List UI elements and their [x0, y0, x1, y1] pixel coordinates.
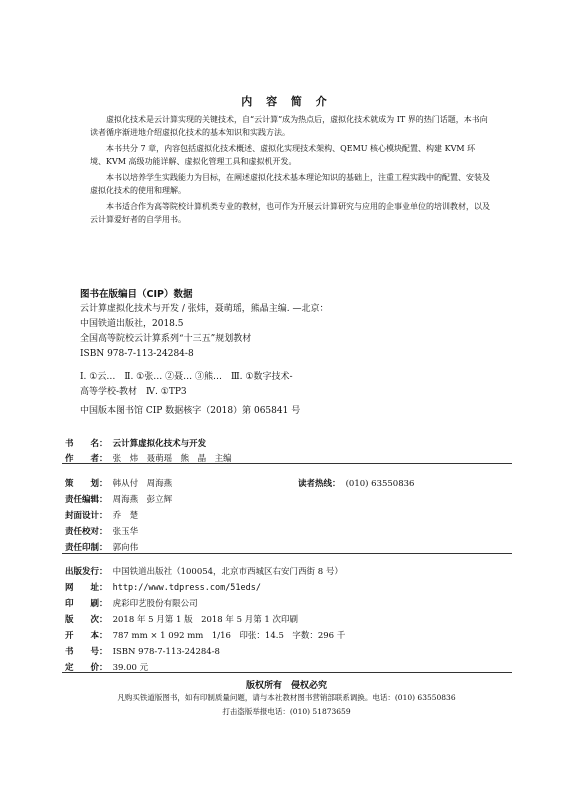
summary-paragraph: 本书共分 7 章，内容包括虚拟化技术概述、虚拟化实现技术架构、QEMU 核心模块配置、构建 KVM 环境、KVM 高级功能详解、虚拟化管理工具和虚拟机开发。	[90, 144, 476, 166]
edition-value: 2018 年 5 月第 1 版 2018 年 5 月第 1 次印刷	[112, 615, 299, 625]
hotline-label: 读者热线：	[298, 479, 341, 489]
cip-line: 中国铁道出版社，2018.5	[80, 319, 184, 329]
cip-block	[80, 302, 328, 400]
cip-record: 中国版本图书馆 CIP 数据核字（2018）第 065841 号	[80, 406, 301, 416]
piracy-hotline: 打击盗版举报电话：(010) 51873659	[222, 707, 351, 716]
format-value: 787 mm × 1 092 mm 1/16 印张：14.5 字数：296 千	[112, 631, 346, 641]
divider	[62, 553, 512, 554]
price-label: 定 价：	[65, 663, 108, 673]
price-value: 39.00 元	[112, 663, 149, 673]
summary-paragraph: 本书适合作为高等院校计算机类专业的教材，也可作为开展云计算研究与应用的企事业单位的培训教材，以及云计算爱好者的自学用书。	[90, 202, 490, 224]
cip-line: ISBN 978-7-113-24284-8	[80, 349, 194, 359]
cip-line: Ⅰ. ①云… Ⅱ. ①张… ②聂… ③熊… Ⅲ. ①数字技术-	[80, 372, 293, 382]
format-label: 开 本：	[65, 631, 108, 641]
cover-value: 乔 楚	[112, 511, 139, 521]
hotline-value: (010) 63550836	[345, 479, 415, 489]
cip-heading: 图书在版编目（CIP）数据	[80, 289, 193, 300]
cover-label: 封面设计：	[65, 511, 108, 521]
divider	[62, 672, 512, 673]
planning-value: 韩从付 周海燕	[112, 479, 173, 489]
summary-paragraph: 虚拟化技术是云计算实现的关键技术，自“云计算”成为热点后，虚拟化技术就成为 IT 界的热门话题，本书向读者循序渐进地介绍虚拟化技术的基本知识和实践方法。	[90, 115, 488, 137]
planning-label: 策 划：	[65, 479, 108, 489]
publisher-label: 出版发行：	[65, 567, 108, 577]
editor-value: 周海燕 彭立辉	[112, 495, 173, 505]
book-author: 张 炜 聂萌瑶 熊 晶 主编	[112, 454, 232, 464]
edition-label: 版 次：	[65, 615, 108, 625]
publisher-value: 中国铁道出版社（100054，北京市西城区右安门西街 8 号）	[112, 567, 343, 577]
divider	[62, 463, 512, 464]
proof-value: 张玉华	[112, 527, 139, 537]
proof-label: 责任校对：	[65, 527, 108, 537]
quality-note: 凡购买铁道版图书，如有印制质量问题，请与本社教材图书营销部联系调换。电话：(010) 63550836	[117, 693, 456, 702]
print-value: 郭向伟	[112, 543, 139, 553]
web-label: 网 址：	[65, 583, 108, 593]
web-value: http://www.tdpress.com/51eds/	[112, 583, 262, 593]
printer-label: 印 刷：	[65, 599, 108, 609]
isbn-label: 书 号：	[65, 647, 108, 657]
editor-label: 责任编辑：	[65, 495, 108, 505]
cip-line: 全国高等院校云计算系列“十三五”规划教材	[80, 334, 252, 344]
rights-notice: 版权所有 侵权必究	[245, 681, 327, 691]
isbn-value: ISBN 978-7-113-24284-8	[112, 647, 220, 657]
print-label: 责任印制：	[65, 543, 108, 553]
summary-body	[90, 113, 490, 229]
hotline-row	[298, 471, 414, 490]
cip-line: 云计算虚拟化技术与开发 / 张炜，聂萌瑶，熊晶主编. —北京：	[80, 304, 329, 314]
summary-title: 内 容 简 介	[241, 95, 332, 108]
summary-paragraph: 本书以培养学生实践能力为目标，在阐述虚拟化技术基本理论知识的基础上，注重工程实践中的配置、安装及虚拟化技术的使用和理解。	[90, 173, 490, 195]
book-author-label: 作 者：	[65, 454, 108, 464]
printer-value: 虎彩印艺股份有限公司	[112, 599, 198, 609]
book-name-label: 书 名：	[65, 439, 108, 449]
print-row	[65, 535, 138, 554]
book-name: 云计算虚拟化技术与开发	[112, 439, 207, 449]
cip-line: 高等学校-教材 Ⅳ. ①TP3	[80, 387, 187, 397]
